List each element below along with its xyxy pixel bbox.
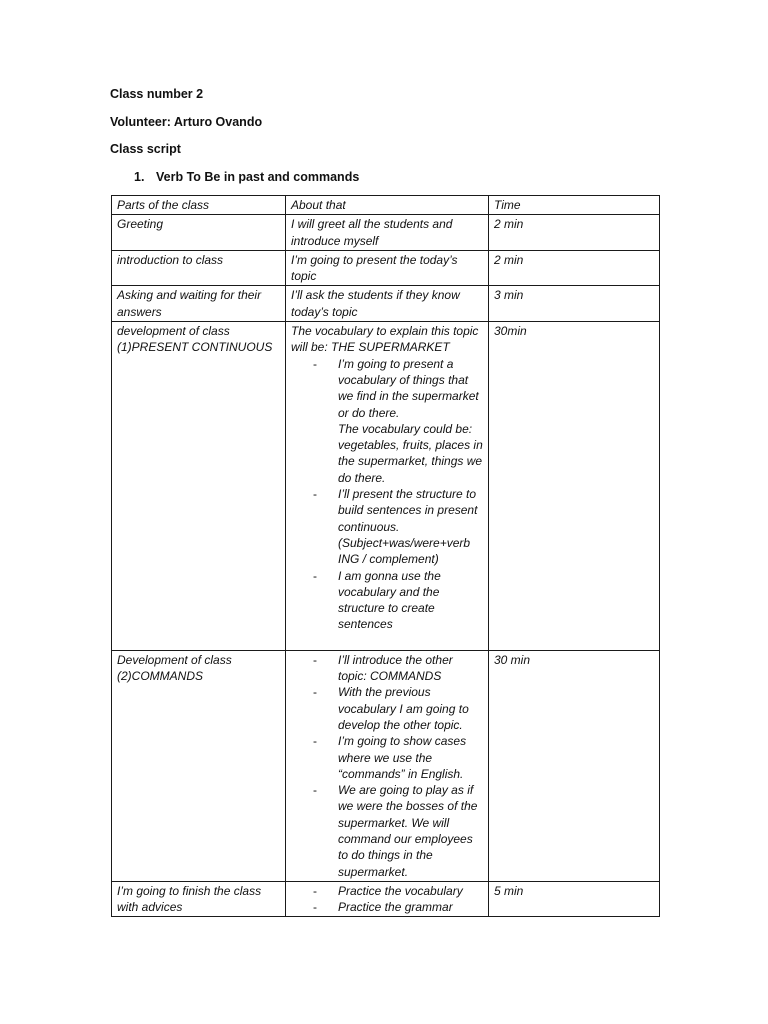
list-item: - I’m going to present a vocabulary of things that we find in the supermarket or do there. xyxy=(291,356,483,421)
time-cell: 3 min xyxy=(489,286,660,322)
bullet-list xyxy=(291,652,483,880)
time-cell: 30 min xyxy=(489,650,660,881)
section-title: Verb To Be in past and commands xyxy=(156,170,360,184)
volunteer-heading: Volunteer: Arturo Ovando xyxy=(110,115,263,129)
about-cell: I will greet all the students and introduce myself xyxy=(286,215,489,251)
list-item: - With the previous vocabulary I am going to develop the other topic. xyxy=(291,684,483,733)
column-header-about: About that xyxy=(286,196,489,215)
part-cell: development of class (1)PRESENT CONTINUOUS xyxy=(112,322,286,651)
bullet-list xyxy=(291,883,483,916)
time-cell: 2 min xyxy=(489,215,660,251)
time-cell: 5 min xyxy=(489,881,660,917)
class-number-heading: Class number 2 xyxy=(110,87,204,101)
table-row xyxy=(112,650,660,881)
about-cell xyxy=(286,322,489,651)
bullet-list xyxy=(291,356,483,421)
class-script-heading: Class script xyxy=(110,142,181,156)
class-script-table xyxy=(111,195,660,917)
column-header-parts: Parts of the class xyxy=(112,196,286,215)
list-item: - I’m going to show cases where we use the “commands” in English. xyxy=(291,733,483,782)
about-cell: I’ll ask the students if they know today’s topic xyxy=(286,286,489,322)
table-row xyxy=(112,215,660,251)
list-item: - Practice the vocabulary xyxy=(291,883,483,899)
column-header-time: Time xyxy=(489,196,660,215)
table-row xyxy=(112,322,660,651)
sub-note-text: The vocabulary could be: vegetables, fruits, places in the supermarket, things we do there. xyxy=(338,421,483,485)
list-item: - I’ll introduce the other topic: COMMANDS xyxy=(291,652,483,685)
part-cell: Greeting xyxy=(112,215,286,251)
part-cell: Asking and waiting for their answers xyxy=(112,286,286,322)
about-cell xyxy=(286,881,489,917)
about-cell xyxy=(286,650,489,881)
bullet-list xyxy=(291,486,483,633)
time-cell: 2 min xyxy=(489,250,660,286)
list-item: - I’ll present the structure to build sentences in present continuous. (Subject+was/were+verb ING / complement) xyxy=(291,486,483,567)
part-cell: introduction to class xyxy=(112,250,286,286)
table-row xyxy=(112,250,660,286)
part-cell: I’m going to finish the class with advices xyxy=(112,881,286,917)
section-heading xyxy=(134,169,359,185)
table-row xyxy=(112,286,660,322)
about-cell: I’m going to present the today’s topic xyxy=(286,250,489,286)
table-row xyxy=(112,881,660,917)
table-header-row xyxy=(112,196,660,215)
list-item: - We are going to play as if we were the bosses of the supermarket. We will command our employees to do things in the supermarket. xyxy=(291,782,483,880)
time-cell: 30min xyxy=(489,322,660,651)
section-number: 1. xyxy=(134,170,145,184)
list-item: - Practice the grammar xyxy=(291,899,483,915)
list-item: - I am gonna use the vocabulary and the structure to create sentences xyxy=(291,568,483,633)
part-cell: Development of class (2)COMMANDS xyxy=(112,650,286,881)
about-intro-text: The vocabulary to explain this topic will be: THE SUPERMARKET xyxy=(291,324,479,355)
